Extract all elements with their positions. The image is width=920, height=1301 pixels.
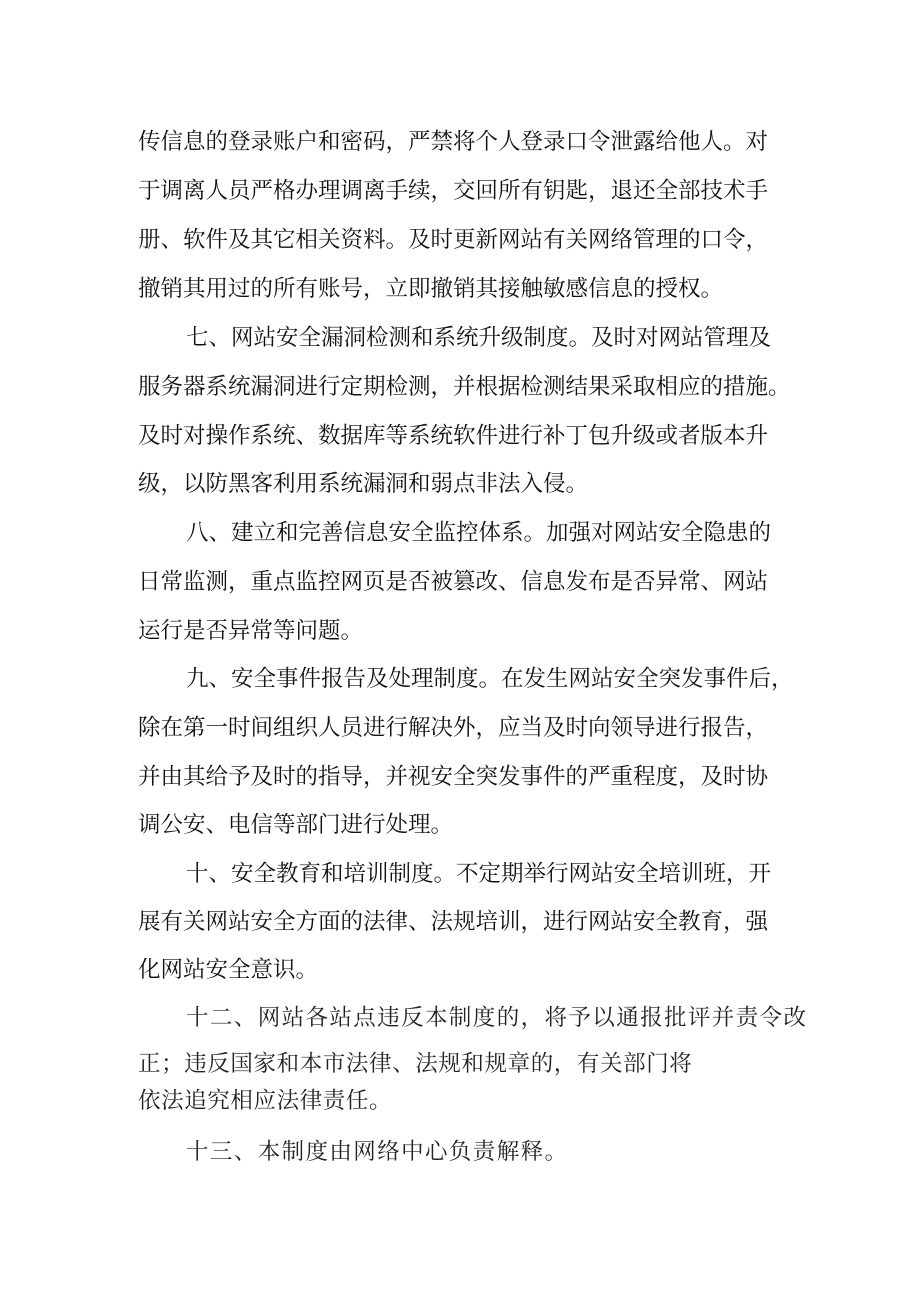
text-line-21: 依法追究相应法律责任。 [138, 1088, 393, 1114]
text-line-15: 调公安、电信等部门进行处理。 [138, 812, 454, 838]
text-line-1: 传信息的登录账户和密码，严禁将个人登录口令泄露给他人。对 [138, 129, 769, 155]
section-9-heading-line: 九、安全事件报告及处理制度。在发生网站安全突发事件后， [186, 666, 794, 692]
text-line-6: 服务器系统漏洞进行定期检测，并根据检测结果采取相应的措施。 [138, 374, 791, 400]
section-8-heading-line: 八、建立和完善信息安全监控体系。加强对网站安全隐患的 [186, 520, 772, 546]
text-line-18: 化网站安全意识。 [138, 957, 319, 983]
text-line-14: 并由其给予及时的指导，并视安全突发事件的严重程度，及时协 [138, 764, 769, 790]
text-line-4: 撤销其用过的所有账号，立即撤销其接触敏感信息的授权。 [138, 276, 724, 302]
text-line-11: 运行是否异常等问题。 [138, 618, 364, 644]
text-line-13: 除在第一时间组织人员进行解决外，应当及时向领导进行报告， [138, 715, 769, 741]
text-line-20: 正；违反国家和本市法律、法规和规章的，有关部门将 [138, 1051, 693, 1077]
section-13-heading-line: 十三、本制度由网络中心负责解释。 [186, 1139, 569, 1165]
text-line-10: 日常监测，重点监控网页是否被篡改、信息发布是否异常、网站 [138, 569, 769, 595]
section-10-heading-line: 十、安全教育和培训制度。不定期举行网站安全培训班，开 [186, 861, 772, 887]
text-line-2: 于调离人员严格办理调离手续，交回所有钥匙，退还全部技术手 [138, 178, 769, 204]
text-line-7: 及时对操作系统、数据库等系统软件进行补丁包升级或者版本升 [138, 423, 769, 449]
text-line-17: 展有关网站安全方面的法律、法规培训，进行网站安全教育，强 [138, 909, 769, 935]
text-line-3: 册、软件及其它相关资料。及时更新网站有关网络管理的口令， [138, 227, 769, 253]
section-7-heading-line: 七、网站安全漏洞检测和系统升级制度。及时对网站管理及 [186, 325, 772, 351]
text-line-8: 级，以防黑客利用系统漏洞和弱点非法入侵。 [138, 471, 589, 497]
section-12-heading-line: 十二、网站各站点违反本制度的，将予以通报批评并责令改 [186, 1005, 808, 1031]
